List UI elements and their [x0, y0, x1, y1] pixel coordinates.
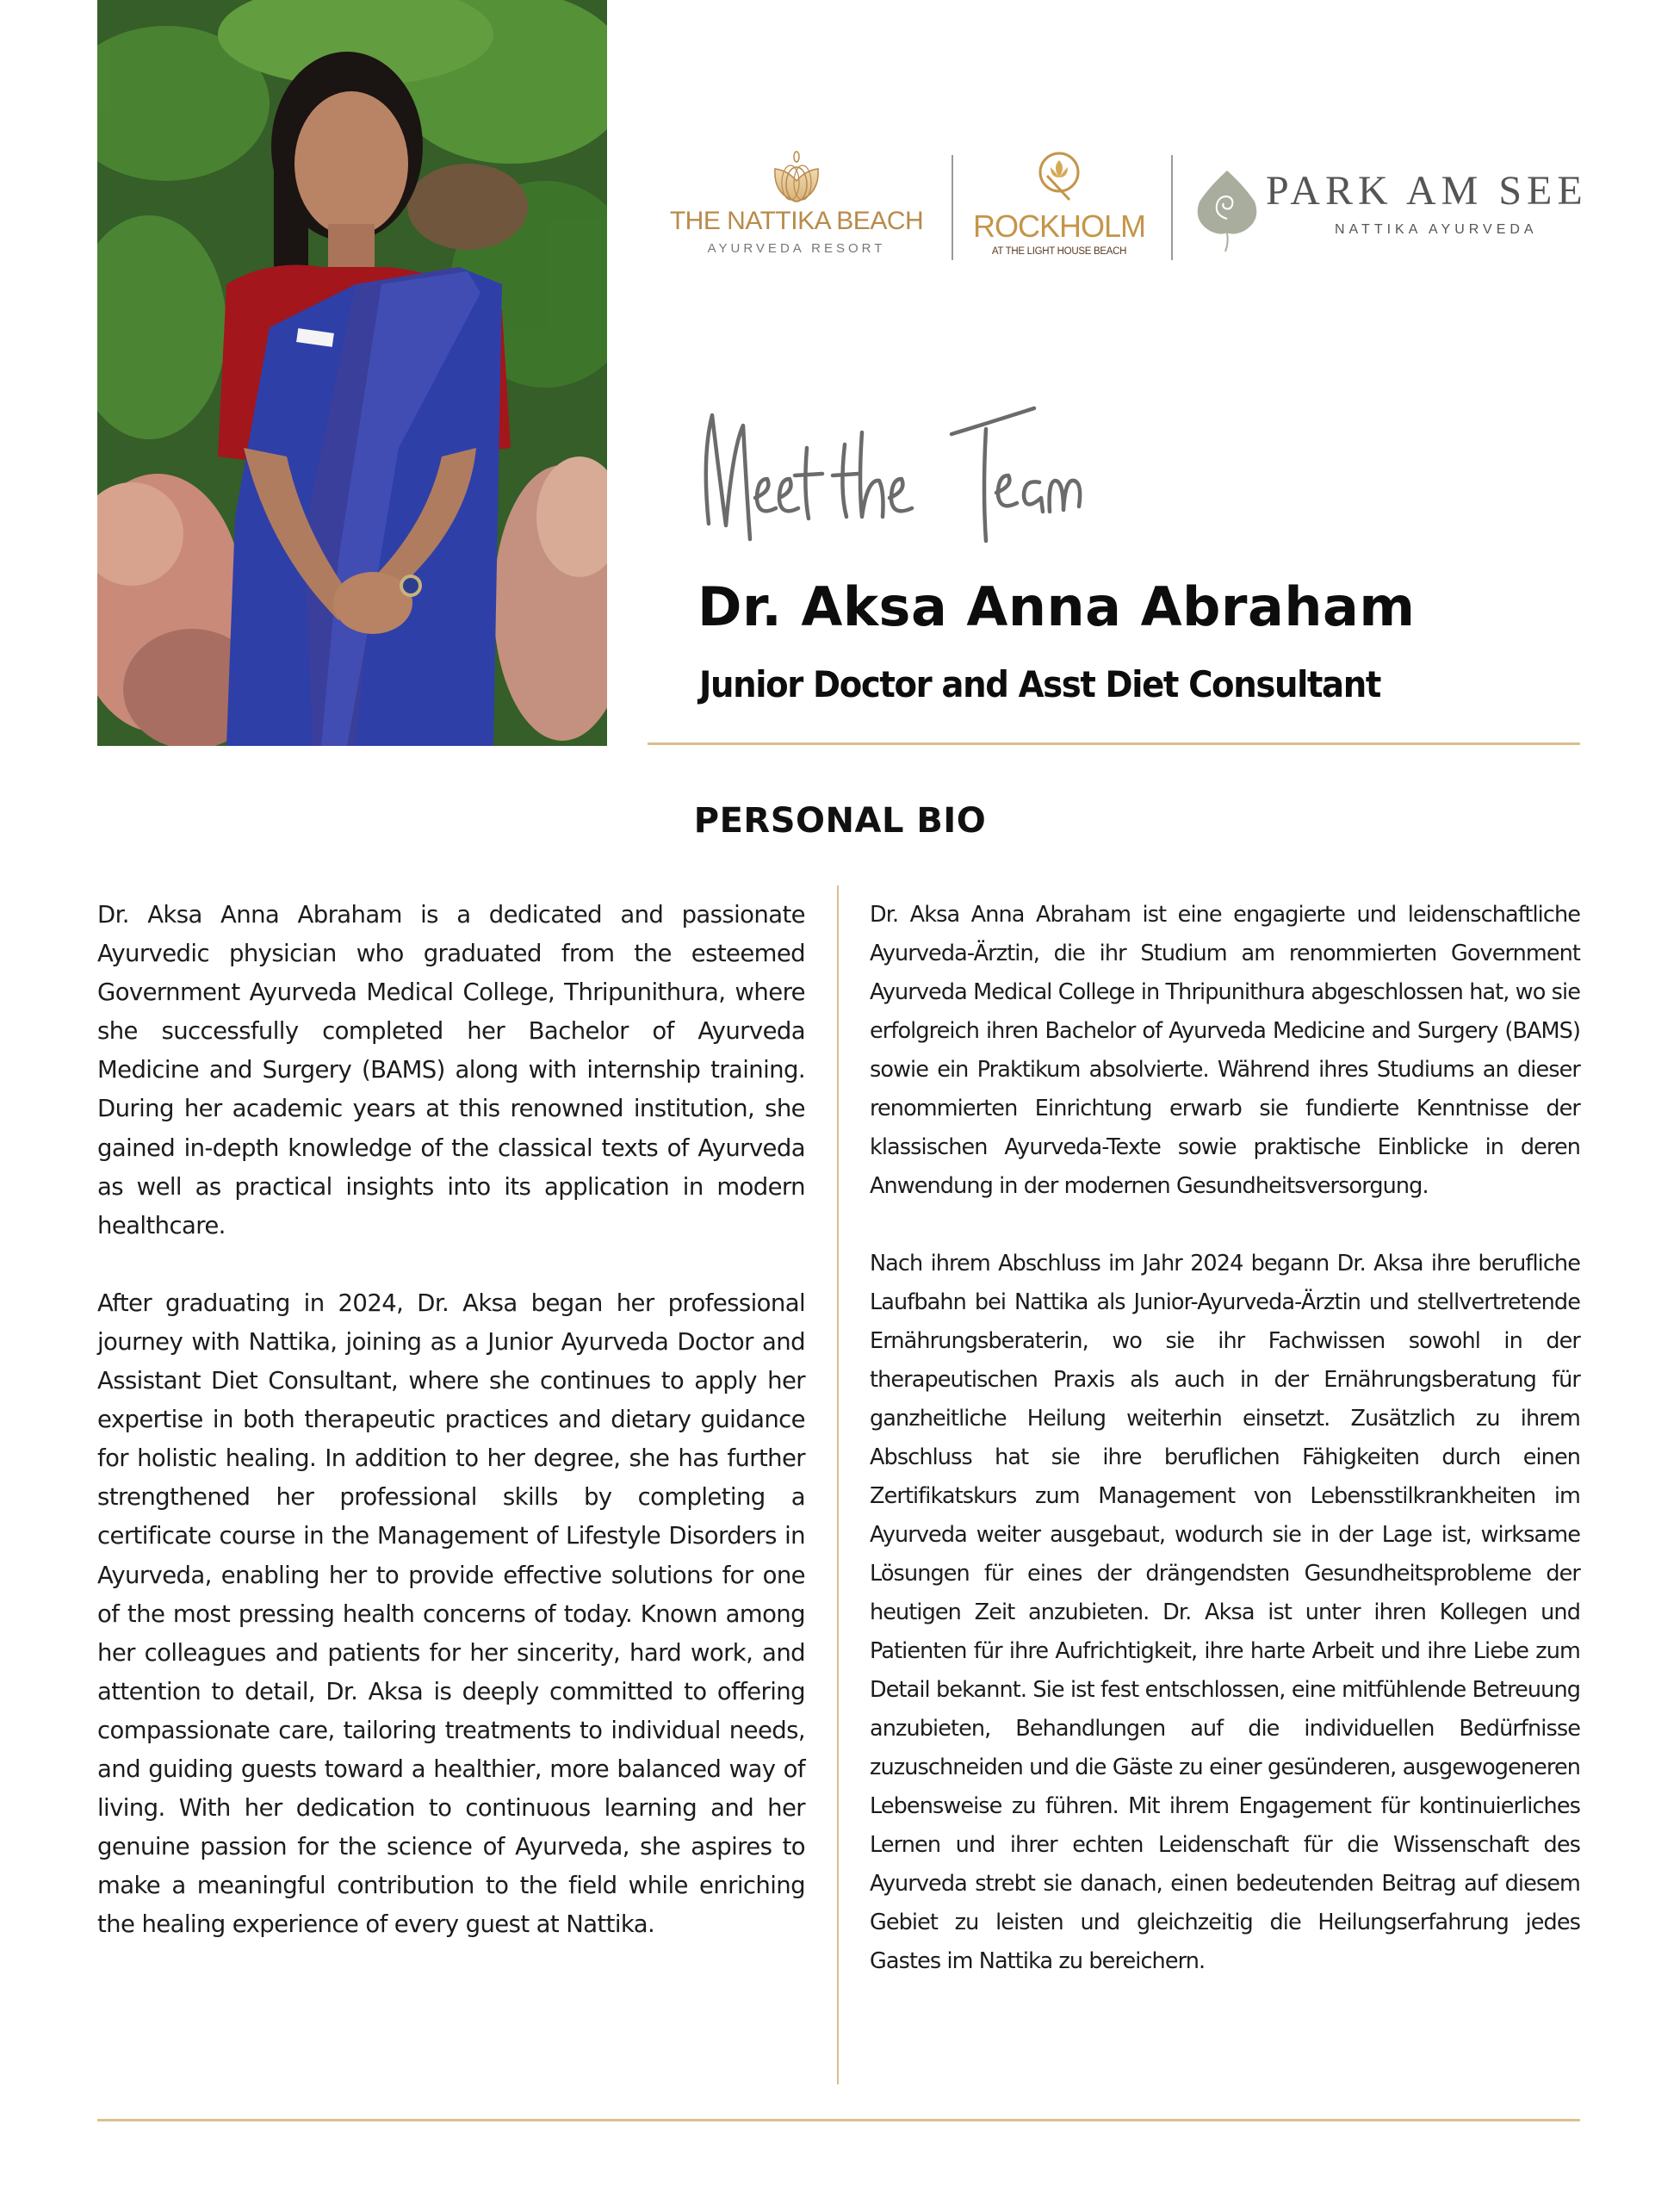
portrait-illustration	[97, 0, 607, 746]
bio-german-column	[870, 896, 1580, 2020]
lotus-icon	[766, 150, 827, 203]
partner-logos	[659, 148, 1588, 269]
bio-german-paragraph: Nach ihrem Abschluss im Jahr 2024 begann Dr. Aksa ihre berufliche Laufbahn bei Nattika als Junior-Ayurveda-Ärztin und stellvertretende Ernährungsberaterin, wo sie ihr Fachwissen sowohl in der therapeutischen Praxis als auch in der Ernährungsberatung für ganzheitliche Heilung weiterhin einsetzt. Zusätzlich zu ihrem Abschluss hat sie ihre beruflichen Fähigkeiten durch einen Zertifikatskurs zum Management von Lebensstilkrankheiten im Ayurveda weiter ausgebaut, wodurch sie in der Lage ist, wirksame Lösungen für eines der drängendsten Gesundheitsprobleme der heutigen Zeit anzubieten. Dr. Aksa ist unter ihren Kollegen und Patienten für ihre Aufrichtigkeit, ihre harte Arbeit und ihre Liebe zum Detail bekannt. Sie ist fest entschlossen, eine mitfühlende Betreuung anzubieten, Behandlungen auf die individuellen Bedürfnisse zuzuschneiden und die Gäste zu einer gesünderen, ausgewogeneren Lebensweise zu führen. Mit ihrem Engagement für kontinuierliches Lernen und ihrer echten Leidenschaft für die Wissenschaft des Ayurveda strebt sie danach, einen bedeutenden Beitrag auf diesem Gebiet zu leisten und gleichzeitig die Heilungserfahrung jedes Gastes im Nattika zu bereichern.	[870, 1251, 1580, 1974]
logo-park-name: PARK AM SEE	[1266, 168, 1588, 214]
logo-divider	[1171, 155, 1173, 260]
footer-divider	[97, 2119, 1580, 2121]
logo-rockholm-subtitle: AT THE LIGHT HOUSE BEACH	[991, 246, 1127, 257]
column-divider	[837, 885, 839, 2084]
logo-divider	[952, 155, 953, 260]
bio-english-paragraph: Dr. Aksa Anna Abraham is a dedicated and passionate Ayurvedic physician who graduated from the esteemed Government Ayurveda Medical College, Thripunithura, where she successfully completed her Bachelor of Ayurveda Medicine and Surgery (BAMS) along with internship training. During her academic years at this renowned institution, she gained in-depth knowledge of the classical texts of Ayurveda as well as practical insights into its application in modern healthcare.	[97, 901, 805, 1239]
doctor-name: Dr. Aksa Anna Abraham	[697, 575, 1416, 638]
logo-rockholm-name: ROCKHOLM	[972, 208, 1146, 244]
logo-nattika-beach	[659, 148, 934, 269]
spiral-leaf-icon	[1193, 167, 1262, 253]
section-title-personal-bio: PERSONAL BIO	[693, 801, 987, 841]
doctor-role: Junior Doctor and Asst Diet Consultant	[699, 663, 1380, 705]
meet-the-team-script	[693, 396, 1210, 551]
logo-park-am-see	[1184, 148, 1589, 269]
meet-the-team-title	[693, 396, 1210, 551]
logo-nattika-name: THE NATTIKA BEACH	[669, 207, 924, 235]
bio-english-column	[97, 896, 805, 1983]
logo-nattika-subtitle: AYURVEDA RESORT	[707, 241, 886, 256]
bio-german-paragraph: Dr. Aksa Anna Abraham ist eine engagierte und leidenschaftliche Ayurveda-Ärztin, die ihr Studium am renommierten Government Ayurveda Medical College in Thripunithura abgeschlossen hat, wo sie erfolgreich ihren Bachelor of Ayurveda Medicine and Surgery (BAMS) sowie ein Praktikum absolvierte. Während ihres Studiums an dieser renommierten Einrichtung erwarb sie fundierte Kenntnisse der klassischen Ayurveda-Texte sowie praktische Einblicke in deren Anwendung in der modernen Gesundheitsversorgung.	[870, 902, 1580, 1199]
header-divider	[648, 742, 1580, 745]
logo-rockholm	[960, 148, 1158, 269]
logo-park-subtitle: NATTIKA AYURVEDA	[1335, 222, 1538, 237]
lotus-r-monogram-icon	[1032, 148, 1087, 205]
portrait-photo	[97, 0, 607, 746]
bio-english-paragraph: After graduating in 2024, Dr. Aksa began her professional journey with Nattika, joining as a Junior Ayurveda Doctor and Assistant Diet Consultant, where she continues to apply her expertise in both therapeutic practices and dietary guidance for holistic healing. In addition to her degree, she has further strengthened her professional skills by completing a certificate course in the Management of Lifestyle Disorders in Ayurveda, enabling her to provide effective solutions for one of the most pressing health concerns of today. Known among her colleagues and patients for her sincerity, hard work, and attention to detail, Dr. Aksa is deeply committed to offering compassionate care, tailoring treatments to individual needs, and guiding guests toward a healthier, more balanced way of living. With her dedication to continuous learning and her genuine passion for the science of Ayurveda, she aspires to make a meaningful contribution to the field while enriching the healing experience of every guest at Nattika.	[97, 1289, 805, 1939]
